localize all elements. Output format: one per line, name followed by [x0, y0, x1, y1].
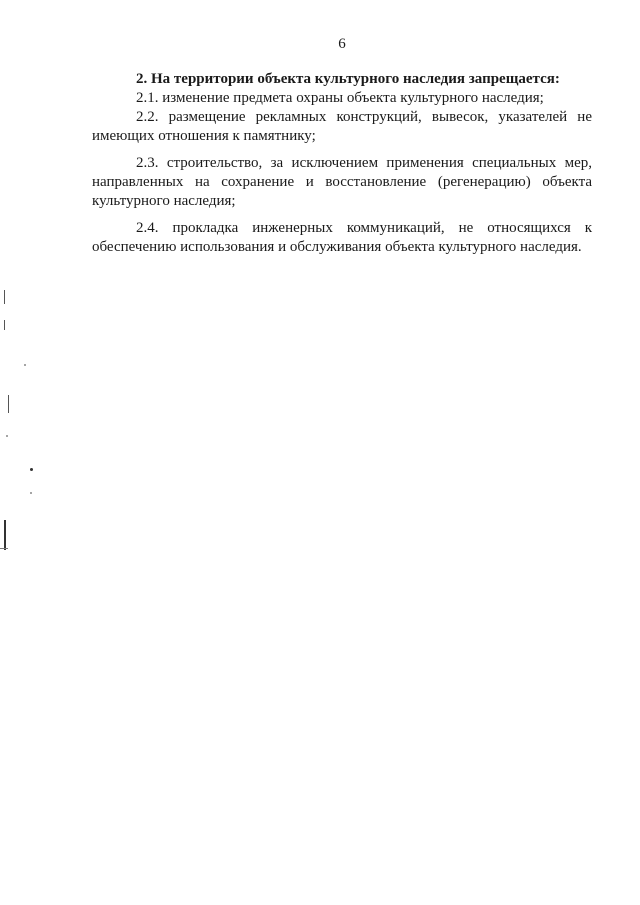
section-heading: 2. На территории объекта культурного наследия запрещается:	[136, 71, 560, 87]
scan-mark	[4, 320, 5, 330]
list-item: 2.3. строительство, за исключением применения специальных мер, направленных на сохранение и восстановление (регенерацию) объекта культурного наследия;	[92, 155, 592, 209]
document-body	[92, 70, 592, 257]
scan-mark	[4, 520, 6, 550]
scan-mark	[8, 395, 9, 413]
list-item: 2.2. размещение рекламных конструкций, вывесок, указателей не имеющих отношения к памятнику;	[92, 109, 592, 144]
page-number: 6	[338, 36, 346, 52]
scan-mark	[4, 290, 5, 304]
list-item: 2.1. изменение предмета охраны объекта культурного наследия;	[136, 90, 544, 106]
scan-speck	[6, 435, 8, 437]
scan-mark	[0, 548, 8, 549]
scan-speck	[30, 492, 32, 494]
list-item: 2.4. прокладка инженерных коммуникаций, не относящихся к обеспечению использования и обслуживания объекта культурного наследия.	[92, 220, 592, 255]
scan-speck	[24, 364, 26, 366]
scan-speck	[30, 468, 33, 471]
